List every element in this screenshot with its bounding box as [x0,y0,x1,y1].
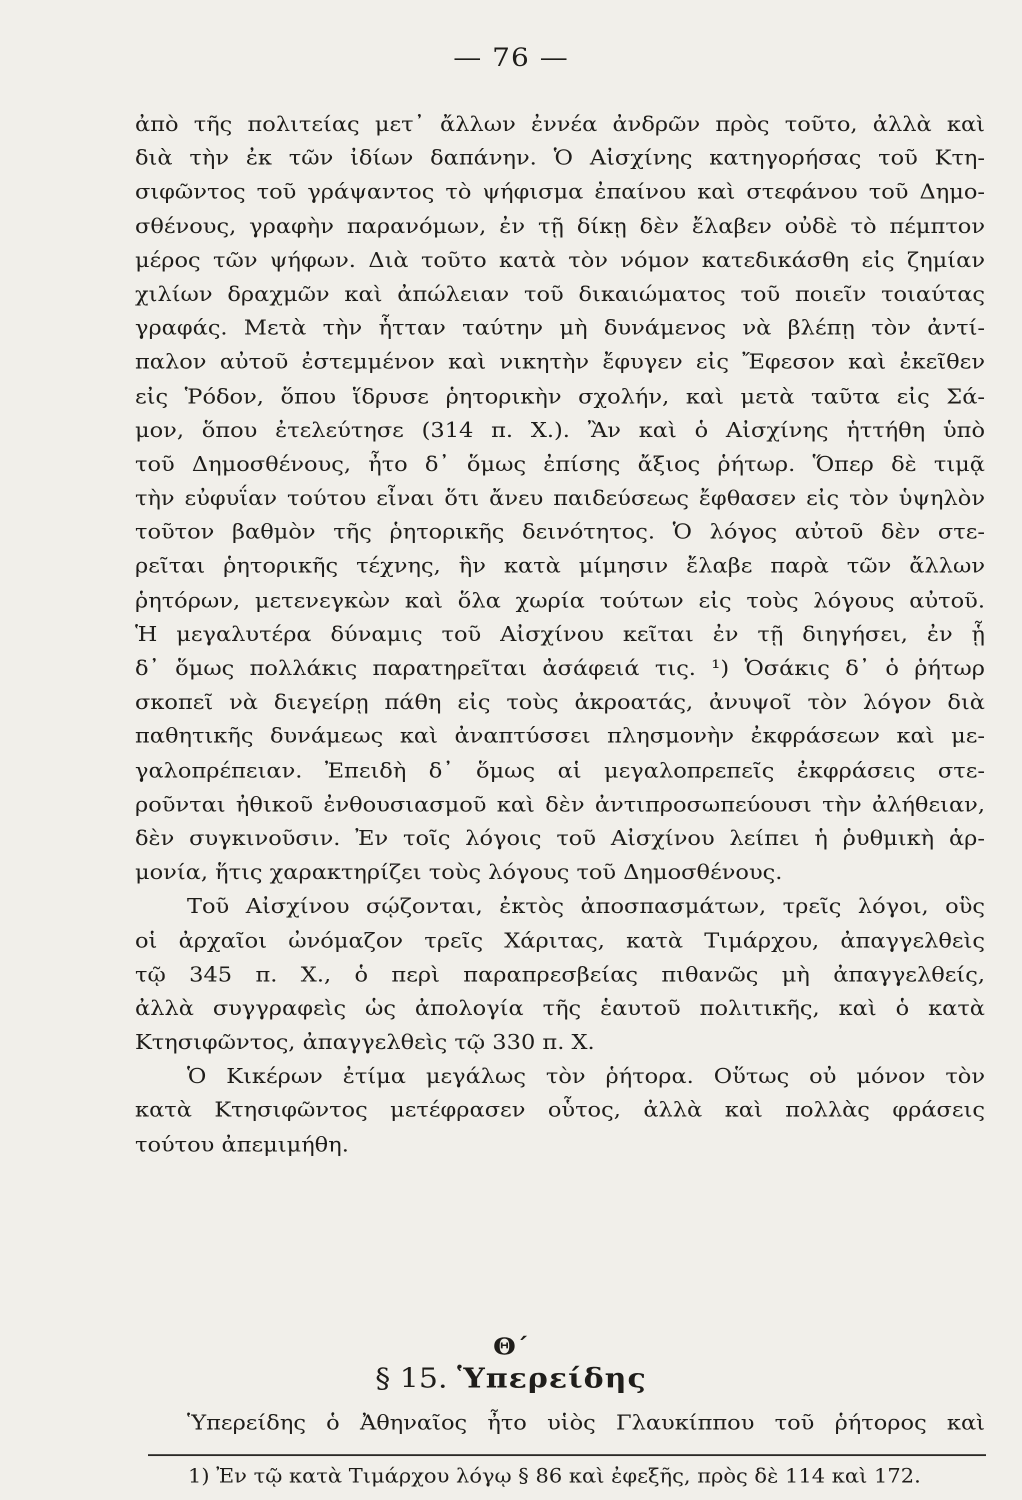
text-line: Ὁ Κικέρων ἐτίμα μεγάλως τὸν ῥήτορα. Οὕτως οὐ μόνον τὸν [187,1064,985,1089]
main-text [135,108,985,1162]
section-marker: Θ΄ [493,1333,529,1361]
text-line: εἰς Ῥόδον, ὅπου ἵδρυσε ῥητορικὴν σχολήν, καὶ μετὰ ταῦτα εἰς Σά- [135,384,985,409]
text-line: γαλοπρέπειαν. Ἐπειδὴ δ᾽ ὅμως αἱ μεγαλοπρεπεῖς ἐκφράσεις στε- [135,758,985,783]
text-line: τούτου ἀπεμιμήθη. [135,1132,349,1157]
text-line: ἀπὸ τῆς πολιτείας μετ᾽ ἄλλων ἐννέα ἀνδρῶν πρὸς τοῦτο, ἀλλὰ καὶ [135,112,985,137]
text-line: Ὑπερείδης ὁ Ἀθηναῖος ἦτο υἱὸς Γλαυκίππου τοῦ ῥήτορος καὶ [187,1411,985,1436]
text-line: Κτησιφῶντος, ἀπαγγελθεὶς τῷ 330 π. Χ. [135,1030,595,1055]
text-line: ρεῖται ῥητορικῆς τέχνης, ἣν κατὰ μίμησιν ἔλαβε παρὰ τῶν ἄλλων [135,554,985,579]
text-line: τὴν εὐφυΐαν τούτου εἶναι ὅτι ἄνευ παιδεύσεως ἔφθασεν εἰς τὸν ὑψηλὸν [135,486,985,511]
footnote-divider [148,1454,986,1456]
text-line: παθητικῆς δυνάμεως καὶ ἀναπτύσσει πλησμονὴν ἐκφράσεων καὶ με- [135,724,985,749]
text-line: Ἡ μεγαλυτέρα δύναμις τοῦ Αἰσχίνου κεῖται ἐν τῇ διηγήσει, ἐν ᾗ [135,622,985,647]
section-number: § 15. [375,1362,448,1395]
text-line: σιφῶντος τοῦ γράψαντος τὸ ψήφισμα ἐπαίνου καὶ στεφάνου τοῦ Δημο- [135,180,985,205]
text-line: μον, ὅπου ἐτελεύτησε (314 π. Χ.). Ἂν καὶ ὁ Αἰσχίνης ἡττήθη ὑπὸ [135,418,985,443]
section-title: Ὑπερείδης [457,1362,647,1395]
page-number: — 76 — [453,42,569,73]
text-line: ἀλλὰ συγγραφεὶς ὡς ἀπολογία τῆς ἑαυτοῦ πολιτικῆς, καὶ ὁ κατὰ [135,996,985,1021]
text-line: τοῦ Δημοσθένους, ἦτο δ᾽ ὅμως ἐπίσης ἄξιος ῥήτωρ. Ὅπερ δὲ τιμᾷ [135,452,985,477]
footnote: 1) Ἐν τῷ κατὰ Τιμάρχου λόγῳ § 86 καὶ ἐφεξῆς, πρὸς δὲ 114 καὶ 172. [188,1465,921,1488]
text-line: σκοπεῖ νὰ διεγείρῃ πάθη εἰς τοὺς ἀκροατάς, ἀνυψοῖ τὸν λόγον διὰ [135,690,985,715]
text-line: κατὰ Κτησιφῶντος μετέφρασεν οὗτος, ἀλλὰ καὶ πολλὰς φράσεις [135,1098,985,1123]
text-line: δὲν συγκινοῦσιν. Ἐν τοῖς λόγοις τοῦ Αἰσχίνου λείπει ἡ ῥυθμικὴ ἁρ- [135,826,985,851]
text-line: δ᾽ ὅμως πολλάκις παρατηρεῖται ἀσάφειά τις. ¹) Ὁσάκις δ᾽ ὁ ῥήτωρ [135,656,985,681]
text-line: σθένους, γραφὴν παρανόμων, ἐν τῇ δίκῃ δὲν ἔλαβεν οὐδὲ τὸ πέμπτον [135,214,985,239]
text-line: Τοῦ Αἰσχίνου σῴζονται, ἐκτὸς ἀποσπασμάτων, τρεῖς λόγοι, οὓς [187,894,985,919]
text-line: μέρος τῶν ψήφων. Διὰ τοῦτο κατὰ τὸν νόμον κατεδικάσθη εἰς ζημίαν [135,248,985,273]
text-line: ροῦνται ἠθικοῦ ἐνθουσιασμοῦ καὶ δὲν ἀντιπροσωπεύουσι τὴν ἀλήθειαν, [135,792,985,817]
text-line: τοῦτον βαθμὸν τῆς ῥητορικῆς δεινότητος. Ὁ λόγος αὐτοῦ δὲν στε- [135,520,985,545]
text-line: χιλίων δραχμῶν καὶ ἀπώλειαν τοῦ δικαιώματος τοῦ ποιεῖν τοιαύτας [135,282,985,307]
section-heading [0,1363,1022,1395]
text-line: γραφάς. Μετὰ τὴν ἧτταν ταύτην μὴ δυνάμενος νὰ βλέπῃ τὸν ἀντί- [135,316,985,341]
section-first-paragraph [135,1407,985,1441]
text-line: μονία, ἥτις χαρακτηρίζει τοὺς λόγους τοῦ Δημοσθένους. [135,860,783,885]
text-line: παλον αὐτοῦ ἐστεμμένον καὶ νικητὴν ἔφυγεν εἰς Ἔφεσον καὶ ἐκεῖθεν [135,350,985,375]
text-line: οἱ ἀρχαῖοι ὠνόμαζον τρεῖς Χάριτας, κατὰ Τιμάρχου, ἀπαγγελθεὶς [135,928,985,953]
text-line: διὰ τὴν ἐκ τῶν ἰδίων δαπάνην. Ὁ Αἰσχίνης κατηγορήσας τοῦ Κτη- [135,146,985,171]
text-line: ῥητόρων, μετενεγκὼν καὶ ὅλα χωρία τούτων εἰς τοὺς λόγους αὐτοῦ. [135,588,985,613]
text-line: τῷ 345 π. Χ., ὁ περὶ παραπρεσβείας πιθανῶς μὴ ἀπαγγελθείς, [135,962,985,987]
